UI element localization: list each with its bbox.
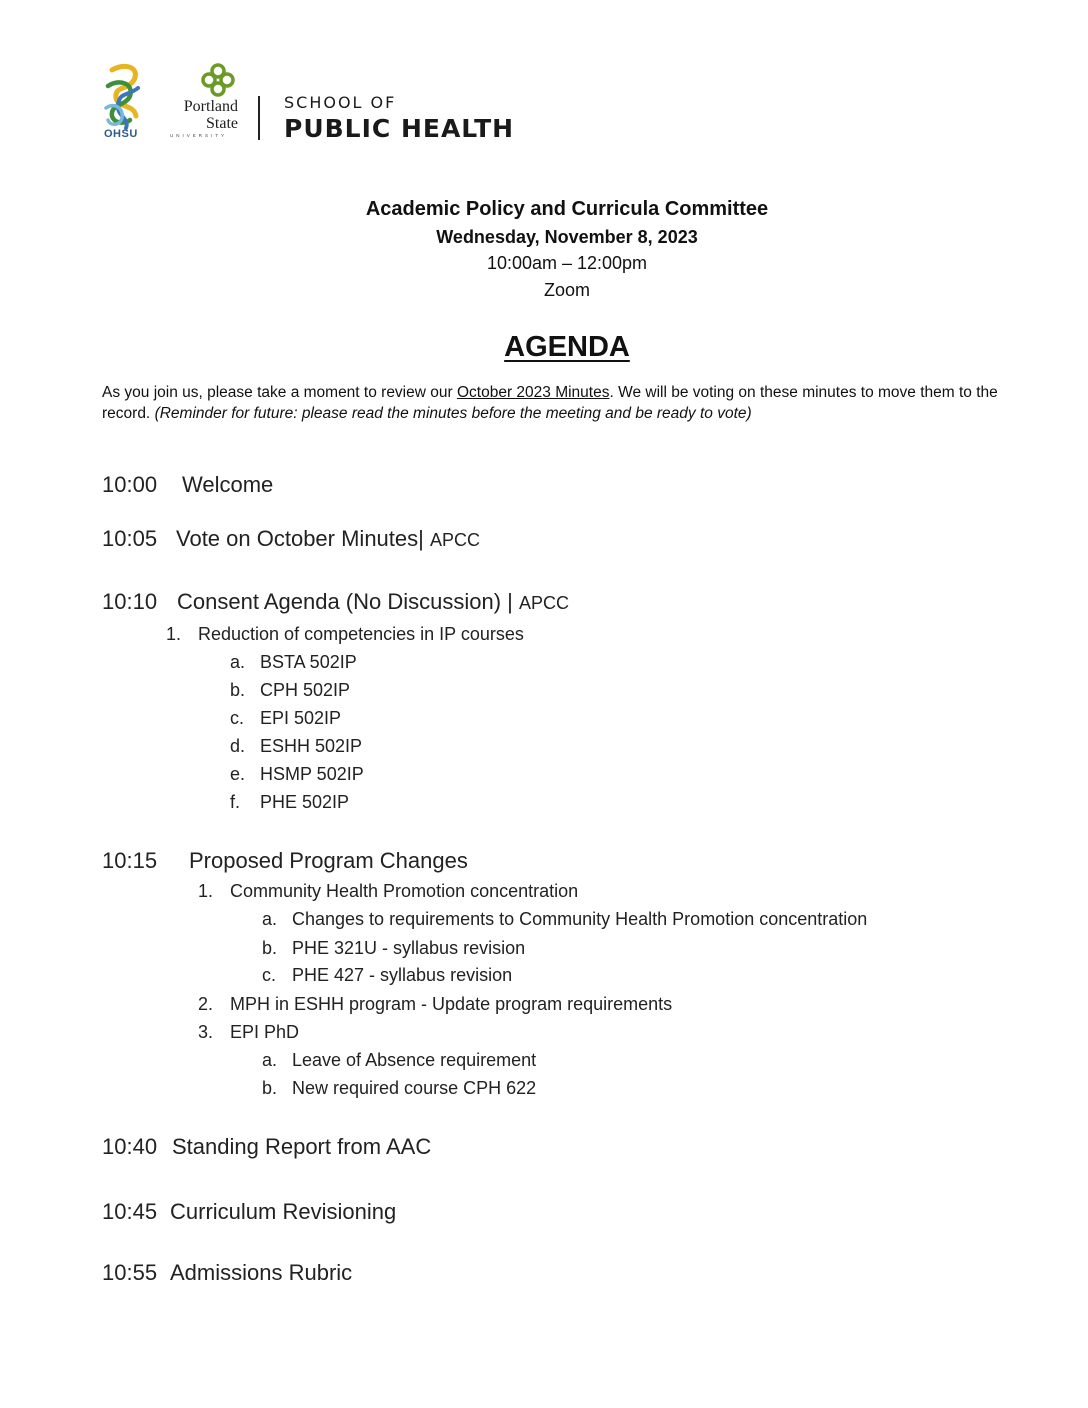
agenda-heading: AGENDA [504, 331, 630, 363]
school-logo-header [100, 62, 530, 152]
agenda-item-vote-minutes: 10:05 Vote on October Minutes| APCC [102, 526, 480, 551]
portland-state-university-label: UNIVERSITY [170, 133, 228, 138]
list-item: a. Changes to requirements to Community Health Promotion concentration [262, 909, 868, 929]
list-item: b. PHE 321U - syllabus revision [262, 938, 526, 958]
agenda-owner: APCC [429, 530, 480, 550]
list-item: 1. Community Health Promotion concentration [198, 881, 579, 901]
intro-paragraph: As you join us, please take a moment to review our October 2023 Minutes. We will be voting on these minutes to move them to the record. (Reminder for future: please read the minutes before the meeting and be ready to vote) [102, 384, 998, 422]
list-item: d. ESHH 502IP [230, 736, 363, 756]
public-health-label: PUBLIC HEALTH [284, 114, 515, 143]
meeting-time: 10:00am – 12:00pm [486, 253, 648, 273]
reminder-note: (Reminder for future: please read the minutes before the meeting and be ready to vote) [154, 405, 752, 422]
agenda-owner: APCC [519, 593, 570, 613]
list-item: b. New required course CPH 622 [262, 1078, 537, 1098]
list-item: b. CPH 502IP [230, 680, 351, 700]
list-item: c. EPI 502IP [230, 708, 342, 728]
agenda-item-curriculum-revisioning: 10:45 Curriculum Revisioning [102, 1199, 397, 1224]
agenda-item-welcome: 10:00 Welcome [102, 472, 274, 497]
committee-title: Academic Policy and Curricula Committee [365, 198, 769, 220]
portland-state-wordmark: Portland State [183, 98, 238, 132]
list-item: 2. MPH in ESHH program - Update program requirements [198, 994, 673, 1014]
list-item: 3. EPI PhD [198, 1022, 300, 1042]
ohsu-label: OHSU [104, 128, 138, 140]
october-minutes-link[interactable]: October 2023 Minutes [456, 384, 610, 401]
school-of-label: SCHOOL OF [284, 93, 397, 112]
meeting-date: Wednesday, November 8, 2023 [436, 227, 698, 247]
list-item: a. BSTA 502IP [230, 652, 357, 672]
list-item: a. Leave of Absence requirement [262, 1050, 537, 1070]
list-item: e. HSMP 502IP [230, 764, 364, 784]
list-item: c. PHE 427 - syllabus revision [262, 965, 513, 985]
agenda-item-program-changes: 10:15 Proposed Program Changes [102, 848, 468, 873]
portland-state-logo-icon [200, 62, 236, 98]
list-item: 1. Reduction of competencies in IP courses [166, 624, 524, 644]
meeting-location: Zoom [543, 280, 590, 300]
list-item: f. PHE 502IP [230, 792, 350, 812]
agenda-item-consent: 10:10 Consent Agenda (No Discussion) | APCC [102, 589, 570, 614]
logo-divider [258, 96, 260, 140]
agenda-item-standing-report: 10:40 Standing Report from AAC [102, 1134, 432, 1159]
agenda-item-admissions-rubric: 10:55 Admissions Rubric [102, 1260, 353, 1285]
